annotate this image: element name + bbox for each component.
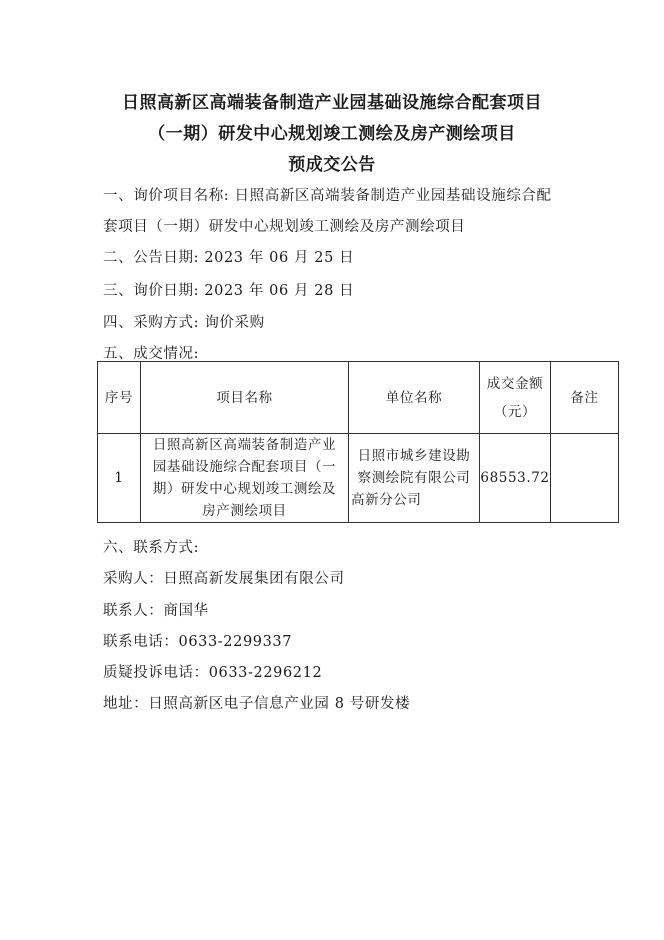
document-title-line-1: 日照高新区高端装备制造产业园基础设施综合配套项目 [122, 93, 542, 113]
contact-person: 联系人：商国华 [103, 603, 209, 619]
result-table [97, 361, 619, 523]
contact-address: 地址：日照高新区电子信息产业园 8 号研发楼 [103, 696, 411, 712]
header-remark: 备注 [551, 362, 619, 434]
result-section-label: 五、成交情况: [103, 346, 200, 362]
cell-remark [551, 434, 619, 523]
project-name-row [103, 184, 552, 205]
inquiry-date-row [103, 279, 354, 300]
announce-date-value: 2023 年 06 月 25 日 [204, 250, 355, 266]
header-amount [480, 362, 551, 434]
procurement-method-value: 询价采购 [204, 315, 265, 331]
contact-phone: 联系电话：0633-2299337 [103, 634, 293, 650]
announce-date-row [103, 246, 354, 267]
procurement-method-label: 四、采购方式: [103, 315, 200, 331]
cell-unit-line-2: 察测绘院有限公司 [357, 470, 471, 486]
inquiry-date-value: 2023 年 06 月 28 日 [204, 283, 355, 299]
header-seq: 序号 [98, 362, 141, 434]
contact-complaint-phone: 质疑投诉电话：0633-2296212 [103, 665, 323, 681]
document-title-line-2: （一期）研发中心规划竣工测绘及房产测绘项目 [148, 124, 516, 144]
table-row [98, 434, 619, 523]
cell-seq: 1 [98, 434, 141, 523]
cell-project-name [141, 434, 349, 523]
cell-project-line-1: 日照高新区高端装备制造产业 [152, 437, 337, 453]
table-header-row [98, 362, 619, 434]
cell-unit-name [349, 434, 480, 523]
header-project-name: 项目名称 [141, 362, 349, 434]
procurement-method-row [103, 311, 265, 332]
contact-section-label: 六、联系方式: [103, 540, 200, 556]
cell-amount: 68553.72 [480, 434, 551, 523]
inquiry-date-label: 三、询价日期: [103, 283, 200, 299]
project-name-value: 日照高新区高端装备制造产业园基础设施综合配 [234, 188, 552, 204]
document-title-line-3: 预成交公告 [288, 155, 376, 175]
cell-unit-line-1: 日照市城乡建设勘 [357, 448, 471, 464]
cell-project-line-2: 园基础设施综合配套项目（一 [152, 459, 337, 475]
cell-project-line-4: 房产测绘项目 [202, 503, 287, 519]
header-unit-name: 单位名称 [349, 362, 480, 434]
header-amount-line-2: （元） [493, 403, 537, 420]
header-amount-line-1: 成交金额 [486, 375, 544, 392]
cell-project-line-3: 期）研发中心规划竣工测绘及 [152, 481, 337, 497]
cell-unit-line-3: 高新分公司 [351, 492, 422, 508]
project-name-continuation: 套项目（一期）研发中心规划竣工测绘及房产测绘项目 [103, 219, 466, 235]
announce-date-label: 二、公告日期: [103, 250, 200, 266]
contact-buyer: 采购人：日照高新发展集团有限公司 [103, 571, 345, 587]
project-name-label: 一、询价项目名称: [103, 188, 230, 204]
